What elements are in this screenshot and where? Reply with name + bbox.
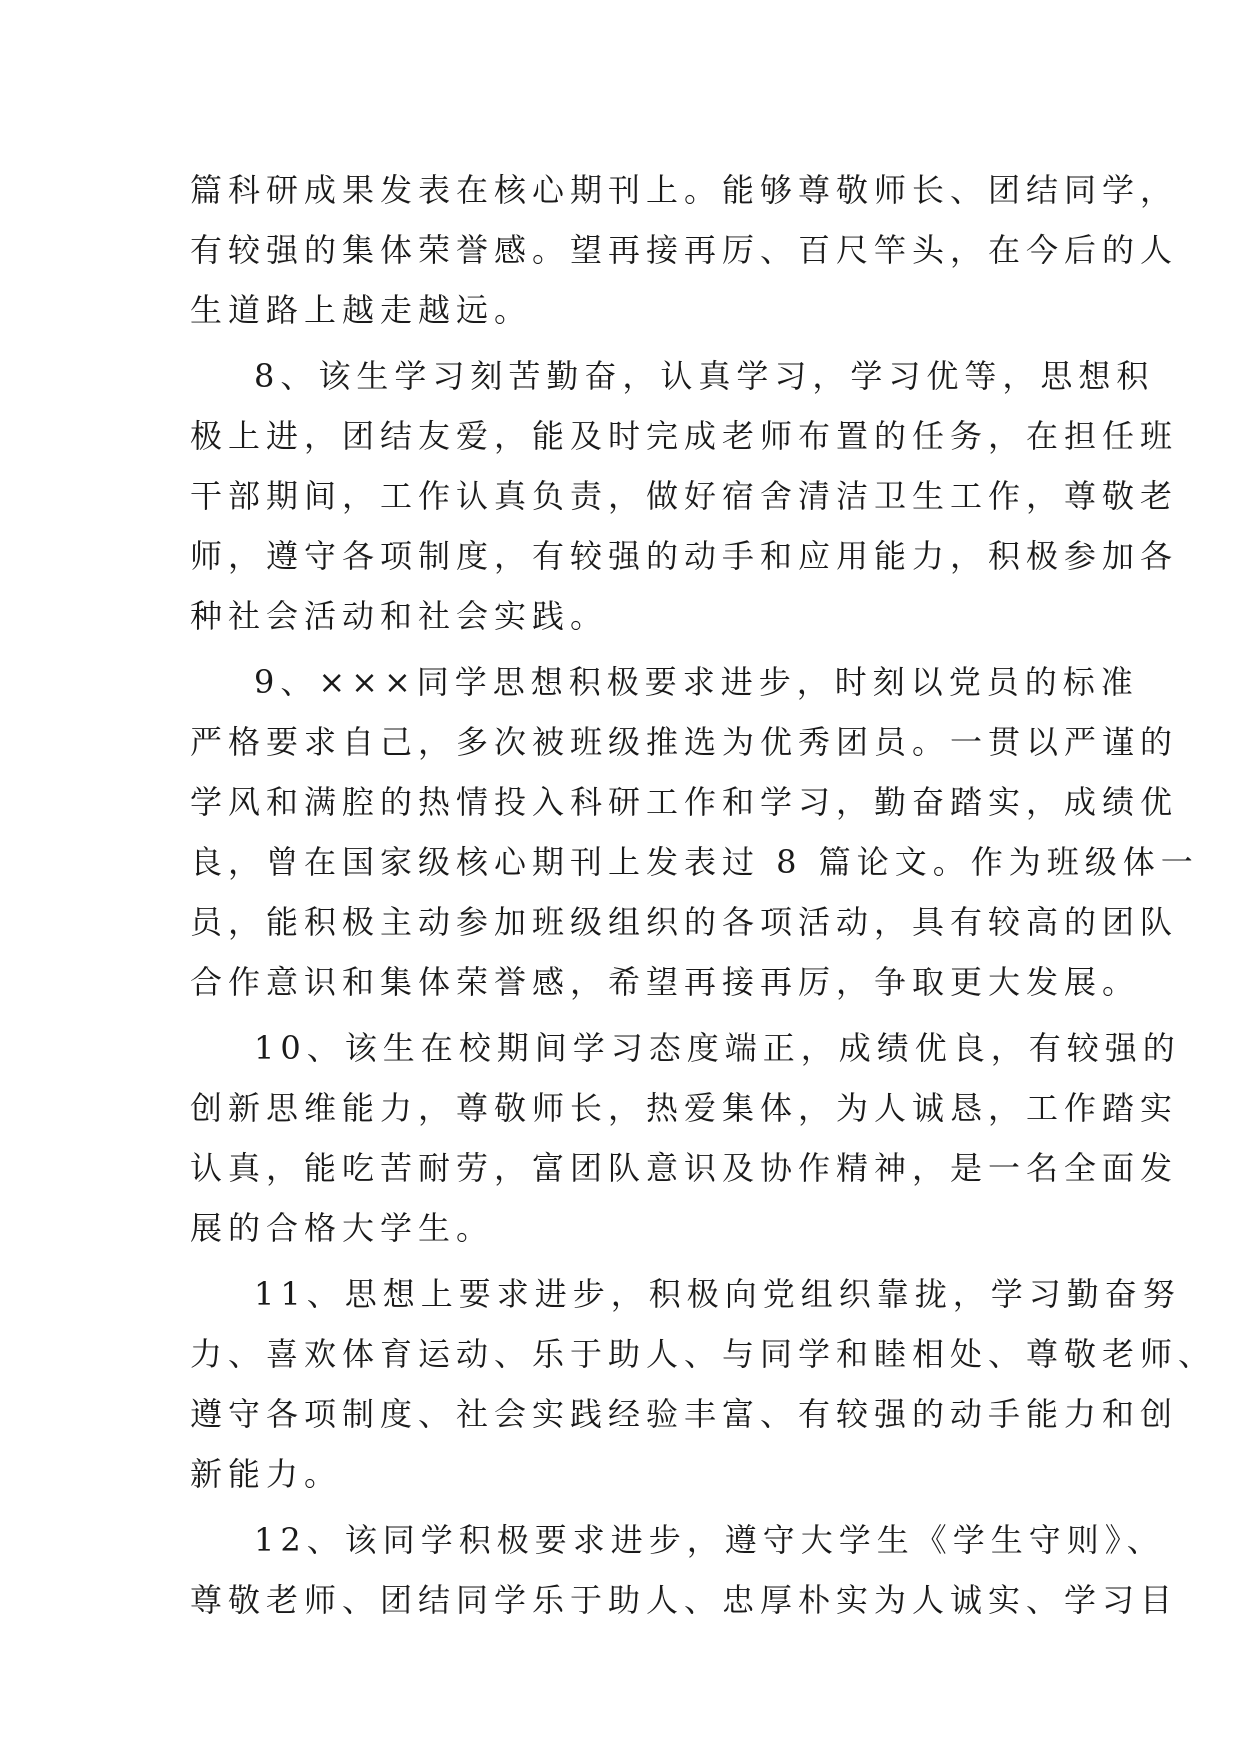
text-line: 师，遵守各项制度，有较强的动手和应用能力，积极参加各 bbox=[190, 537, 1179, 575]
text-line: 力、喜欢体育运动、乐于助人、与同学和睦相处、尊敬老师、 bbox=[190, 1335, 1217, 1373]
text-line: 新能力。 bbox=[190, 1455, 343, 1493]
paragraph-12 bbox=[190, 1510, 1179, 1630]
text-line: 合作意识和集体荣誉感，希望再接再厉，争取更大发展。 bbox=[190, 963, 1141, 1001]
text-line: 12、该同学积极要求进步，遵守大学生《学生守则》、 bbox=[254, 1521, 1165, 1559]
text-line: 10、该生在校期间学习态度端正，成绩优良，有较强的 bbox=[254, 1029, 1181, 1067]
text-line: 9、×××同学思想积极要求进步，时刻以党员的标准 bbox=[254, 663, 1139, 701]
text-line: 展的合格大学生。 bbox=[190, 1209, 495, 1247]
paragraph-10 bbox=[190, 1018, 1181, 1258]
text-line: 有较强的集体荣誉感。望再接再厉、百尺竿头，在今后的人 bbox=[190, 231, 1179, 269]
document-body bbox=[190, 160, 1217, 1636]
text-line: 认真，能吃苦耐劳，富团队意识及协作精神，是一名全面发 bbox=[190, 1149, 1179, 1187]
text-line: 干部期间，工作认真负责，做好宿舍清洁卫生工作，尊敬老 bbox=[190, 477, 1179, 515]
text-line: 极上进，团结友爱，能及时完成老师布置的任务，在担任班 bbox=[190, 417, 1179, 455]
text-line: 尊敬老师、团结同学乐于助人、忠厚朴实为人诚实、学习目 bbox=[190, 1581, 1179, 1619]
text-line: 11、思想上要求进步，积极向党组织靠拢，学习勤奋努 bbox=[254, 1275, 1181, 1313]
paragraph-7-continued bbox=[190, 160, 1179, 340]
paragraph-8 bbox=[190, 346, 1179, 646]
text-line: 员，能积极主动参加班级组织的各项活动，具有较高的团队 bbox=[190, 903, 1179, 941]
text-line: 创新思维能力，尊敬师长，热爱集体，为人诚恳，工作踏实 bbox=[190, 1089, 1179, 1127]
text-line: 篇科研成果发表在核心期刊上。能够尊敬师长、团结同学， bbox=[190, 171, 1179, 209]
text-line: 严格要求自己，多次被班级推选为优秀团员。一贯以严谨的 bbox=[190, 723, 1179, 761]
text-line: 生道路上越走越远。 bbox=[190, 291, 533, 329]
paragraph-9 bbox=[190, 652, 1199, 1012]
text-line: 种社会活动和社会实践。 bbox=[190, 597, 609, 635]
text-line: 8、该生学习刻苦勤奋，认真学习，学习优等，思想积 bbox=[254, 357, 1155, 395]
text-line: 良，曾在国家级核心期刊上发表过 8 篇论文。作为班级体一 bbox=[190, 843, 1199, 881]
text-line: 学风和满腔的热情投入科研工作和学习，勤奋踏实，成绩优 bbox=[190, 783, 1179, 821]
text-line: 遵守各项制度、社会实践经验丰富、有较强的动手能力和创 bbox=[190, 1395, 1179, 1433]
paragraph-11 bbox=[190, 1264, 1217, 1504]
